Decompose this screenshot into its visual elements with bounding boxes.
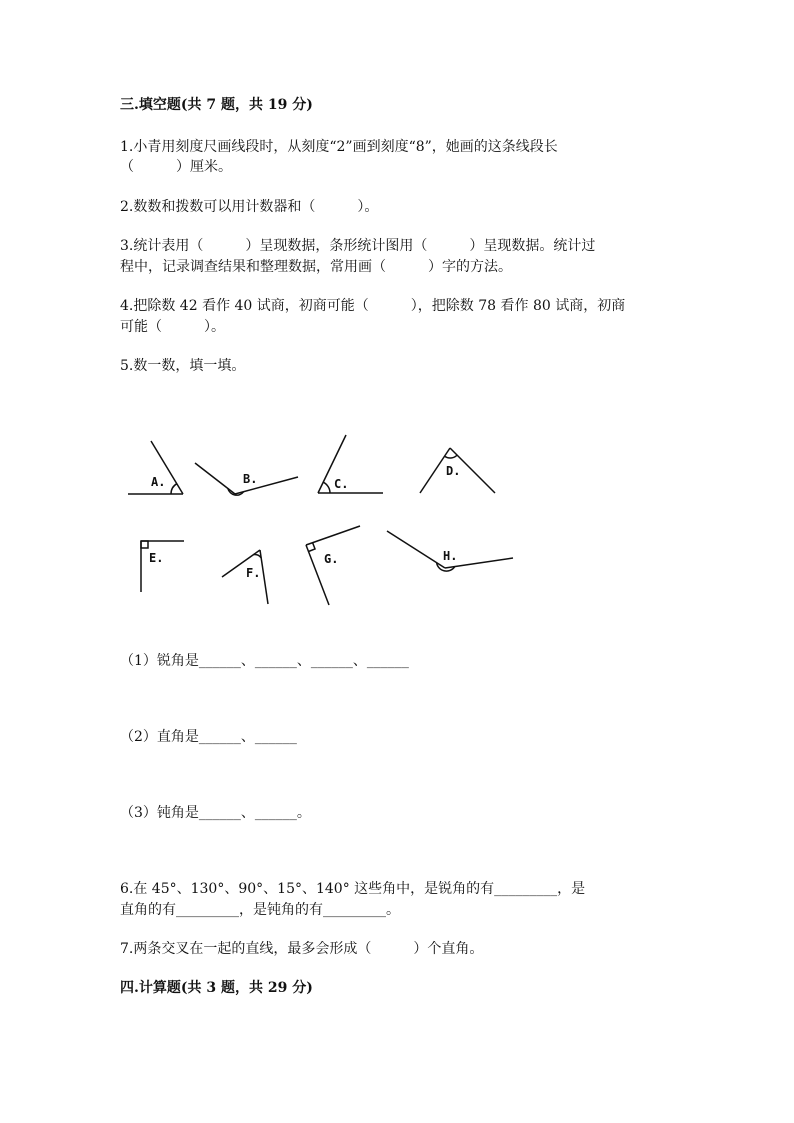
label-g: G. xyxy=(324,552,339,566)
label-f: F. xyxy=(246,566,261,580)
label-a: A. xyxy=(151,475,166,489)
angle-f xyxy=(222,550,268,604)
question-4-line-1: 4.把除数 42 看作 40 试商，初商可能（ ），把除数 78 看作 80 试商，初商 xyxy=(120,298,626,314)
label-c: C. xyxy=(334,477,349,491)
question-4-line-2: 可能（ ）。 xyxy=(120,319,225,335)
section4-heading: 四.计算题(共 3 题，共 29 分) xyxy=(120,980,313,996)
question-6-line-2: 直角的有_________，是钝角的有_________。 xyxy=(120,902,400,918)
question-5-prompt: 5.数一数，填一填。 xyxy=(120,358,246,374)
label-e: E. xyxy=(149,551,164,565)
question-5-sub-1: （1）锐角是______、______、______、______ xyxy=(120,653,409,669)
question-3-line-1: 3.统计表用（ ）呈现数据，条形统计图用（ ）呈现数据。统计过 xyxy=(120,238,596,254)
question-6-line-1: 6.在 45°、130°、90°、15°、140° 这些角中，是锐角的有_________，是 xyxy=(120,881,586,897)
angle-e xyxy=(141,541,184,592)
question-5-sub-3: （3）钝角是______、______。 xyxy=(120,805,311,821)
question-3-line-2: 程中，记录调查结果和整理数据，常用画（ ）字的方法。 xyxy=(120,259,512,275)
question-1-line-1: 1.小青用刻度尺画线段时，从刻度“2”画到刻度“8”，她画的这条线段长 xyxy=(120,139,558,155)
question-2: 2.数数和拨数可以用计数器和（ ）。 xyxy=(120,199,379,215)
angle-c xyxy=(318,435,383,493)
label-b: B. xyxy=(243,472,258,486)
label-h: H. xyxy=(443,549,458,563)
label-d: D. xyxy=(446,464,461,478)
question-5-sub-2: （2）直角是______、______ xyxy=(120,729,297,745)
section3-heading: 三.填空题(共 7 题，共 19 分) xyxy=(120,97,313,113)
question-7: 7.两条交叉在一起的直线，最多会形成（ ）个直角。 xyxy=(120,941,484,957)
question-1-line-2: （ ）厘米。 xyxy=(120,159,232,175)
